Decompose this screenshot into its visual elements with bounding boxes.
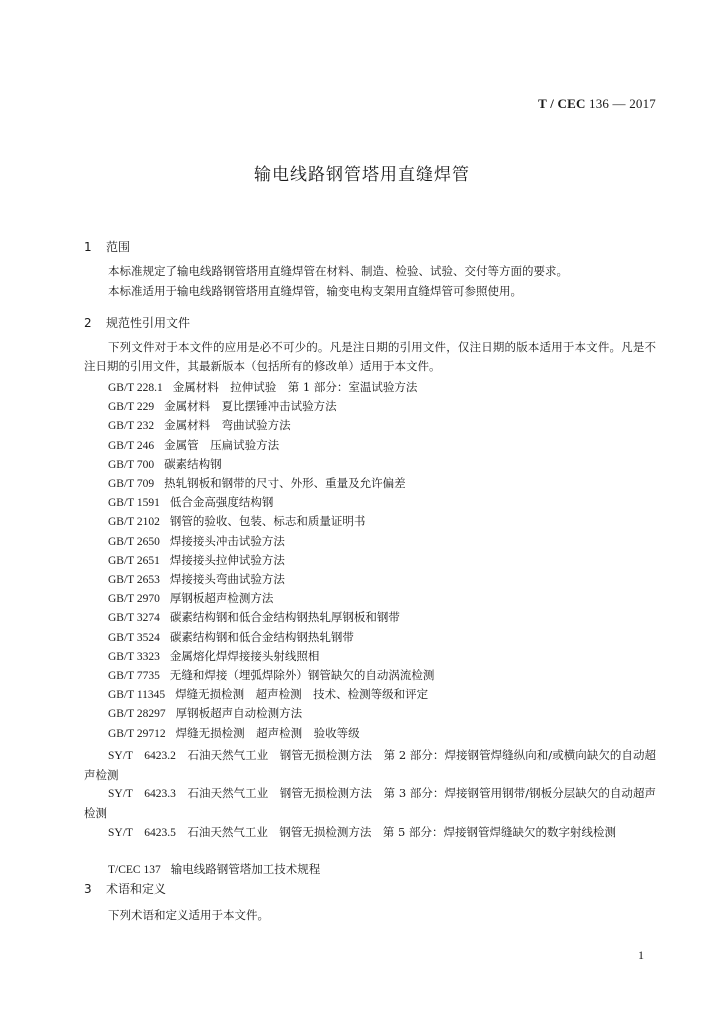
- reference-title: 石油天然气工业 钢管无损检测方法 第 2 部分：焊接钢管焊缝纵向和/或横向缺欠的自动超声检测: [84, 748, 657, 782]
- reference-item: [108, 456, 222, 472]
- reference-title: 焊接接头冲击试验方法: [169, 534, 285, 548]
- section-2-heading: [84, 314, 190, 331]
- reference-item: [108, 648, 319, 664]
- reference-title: 焊缝无损检测 超声检测 技术、检测等级和评定: [175, 687, 429, 701]
- reference-title: 金属材料 夏比摆锤冲击试验方法: [164, 399, 337, 413]
- section-title: 范围: [106, 240, 131, 254]
- reference-item: [108, 475, 406, 491]
- reference-item-wrapped: [84, 823, 656, 843]
- reference-code: GB/T 2651: [108, 555, 160, 567]
- reference-code: GB/T 2653: [108, 574, 160, 586]
- reference-item-wrapped: [84, 784, 656, 823]
- reference-code: GB/T 232: [108, 420, 155, 432]
- reference-code: GB/T 28297: [108, 708, 166, 720]
- section-1-heading: [84, 238, 130, 255]
- reference-code: GB/T 29712: [108, 728, 166, 740]
- section-3-heading: [84, 880, 166, 897]
- reference-title: 金属材料 拉伸试验 第 1 部分：室温试验方法: [172, 380, 418, 394]
- section-number: 2: [84, 316, 92, 330]
- terms-paragraph: 下列术语和定义适用于本文件。: [108, 908, 269, 922]
- reference-item: [108, 417, 291, 433]
- reference-item: [108, 590, 273, 606]
- section-number: 1: [84, 240, 92, 254]
- standard-code-suffix: 136 — 2017: [589, 96, 656, 111]
- reference-code: GB/T 246: [108, 440, 155, 452]
- reference-code: GB/T 7735: [108, 670, 160, 682]
- reference-item: [108, 725, 360, 741]
- reference-code: GB/T 700: [108, 459, 155, 471]
- document-title: 输电线路钢管塔用直缝焊管: [254, 165, 470, 185]
- reference-item: [108, 494, 273, 510]
- reference-code: GB/T 2102: [108, 516, 160, 528]
- reference-item: [108, 533, 285, 549]
- scope-paragraph-1: 本标准规定了输电线路钢管塔用直缝焊管在材料、制造、检验、试验、交付等方面的要求。: [108, 264, 568, 278]
- reference-title: 输电线路钢管塔加工技术规程: [170, 862, 321, 876]
- reference-code: GB/T 2650: [108, 536, 160, 548]
- reference-item: [108, 609, 400, 625]
- standard-code-header: [538, 96, 656, 112]
- reference-item: [108, 629, 354, 645]
- reference-title: 石油天然气工业 钢管无损检测方法 第 5 部分：焊接钢管焊缝缺欠的数字射线检测: [187, 825, 616, 839]
- standard-code-prefix: T / CEC: [538, 96, 586, 111]
- reference-title: 钢管的验收、包装、标志和质量证明书: [169, 514, 366, 528]
- section-title: 术语和定义: [106, 882, 167, 896]
- section-number: 3: [84, 882, 92, 896]
- reference-code: T/CEC 137: [108, 864, 161, 876]
- reference-code: GB/T 11345: [108, 689, 166, 701]
- reference-title: 焊接接头弯曲试验方法: [169, 572, 285, 586]
- reference-title: 焊接接头拉伸试验方法: [169, 553, 285, 567]
- reference-title: 低合金高强度结构钢: [169, 495, 274, 509]
- reference-title: 碳素结构钢和低合金结构钢热轧钢带: [169, 630, 354, 644]
- reference-item: [108, 552, 285, 568]
- reference-code: GB/T 3524: [108, 632, 160, 644]
- reference-code: GB/T 229: [108, 401, 155, 413]
- reference-code: SY/T 6423.2: [108, 750, 176, 762]
- reference-item: [108, 398, 337, 414]
- reference-item: [108, 437, 279, 453]
- reference-item: [108, 379, 417, 395]
- page-number: 1: [638, 948, 644, 962]
- reference-item: [108, 705, 302, 721]
- reference-item: [108, 861, 320, 877]
- reference-title: 石油天然气工业 钢管无损检测方法 第 3 部分：焊接钢管用钢带/钢板分层缺欠的自动超声检测: [84, 786, 657, 820]
- reference-code: GB/T 3274: [108, 612, 160, 624]
- reference-title: 金属材料 弯曲试验方法: [164, 418, 291, 432]
- reference-code: SY/T 6423.3: [108, 788, 176, 800]
- reference-item: [108, 571, 285, 587]
- reference-title: 金属管 压扁试验方法: [164, 438, 280, 452]
- reference-item-wrapped: [84, 746, 656, 785]
- reference-title: 金属熔化焊焊接接头射线照相: [169, 649, 320, 663]
- reference-title: 无缝和焊接（埋弧焊除外）钢管缺欠的自动涡流检测: [169, 668, 435, 682]
- reference-title: 厚钢板超声检测方法: [169, 591, 274, 605]
- scope-paragraph-2: 本标准适用于输电线路钢管塔用直缝焊管，输变电构支架用直缝焊管可参照使用。: [108, 284, 522, 298]
- reference-code: GB/T 1591: [108, 497, 160, 509]
- reference-title: 热轧钢板和钢带的尺寸、外形、重量及允许偏差: [164, 476, 406, 490]
- reference-code: SY/T 6423.5: [108, 827, 176, 839]
- reference-title: 碳素结构钢和低合金结构钢热轧厚钢板和钢带: [169, 610, 400, 624]
- reference-code: GB/T 3323: [108, 651, 160, 663]
- normative-intro-paragraph: 下列文件对于本文件的应用是必不可少的。凡是注日期的引用文件，仅注日期的版本适用于本文件。凡是不注日期的引用文件，其最新版本（包括所有的修改单）适用于本文件。: [84, 340, 656, 373]
- reference-item: [108, 686, 428, 702]
- reference-code: GB/T 2970: [108, 593, 160, 605]
- section-title: 规范性引用文件: [106, 316, 191, 330]
- reference-code: GB/T 709: [108, 478, 155, 490]
- reference-code: GB/T 228.1: [108, 382, 163, 394]
- reference-title: 厚钢板超声自动检测方法: [175, 706, 303, 720]
- reference-item: [108, 513, 365, 529]
- reference-title: 焊缝无损检测 超声检测 验收等级: [175, 726, 360, 740]
- reference-title: 碳素结构钢: [164, 457, 222, 471]
- reference-item: [108, 667, 434, 683]
